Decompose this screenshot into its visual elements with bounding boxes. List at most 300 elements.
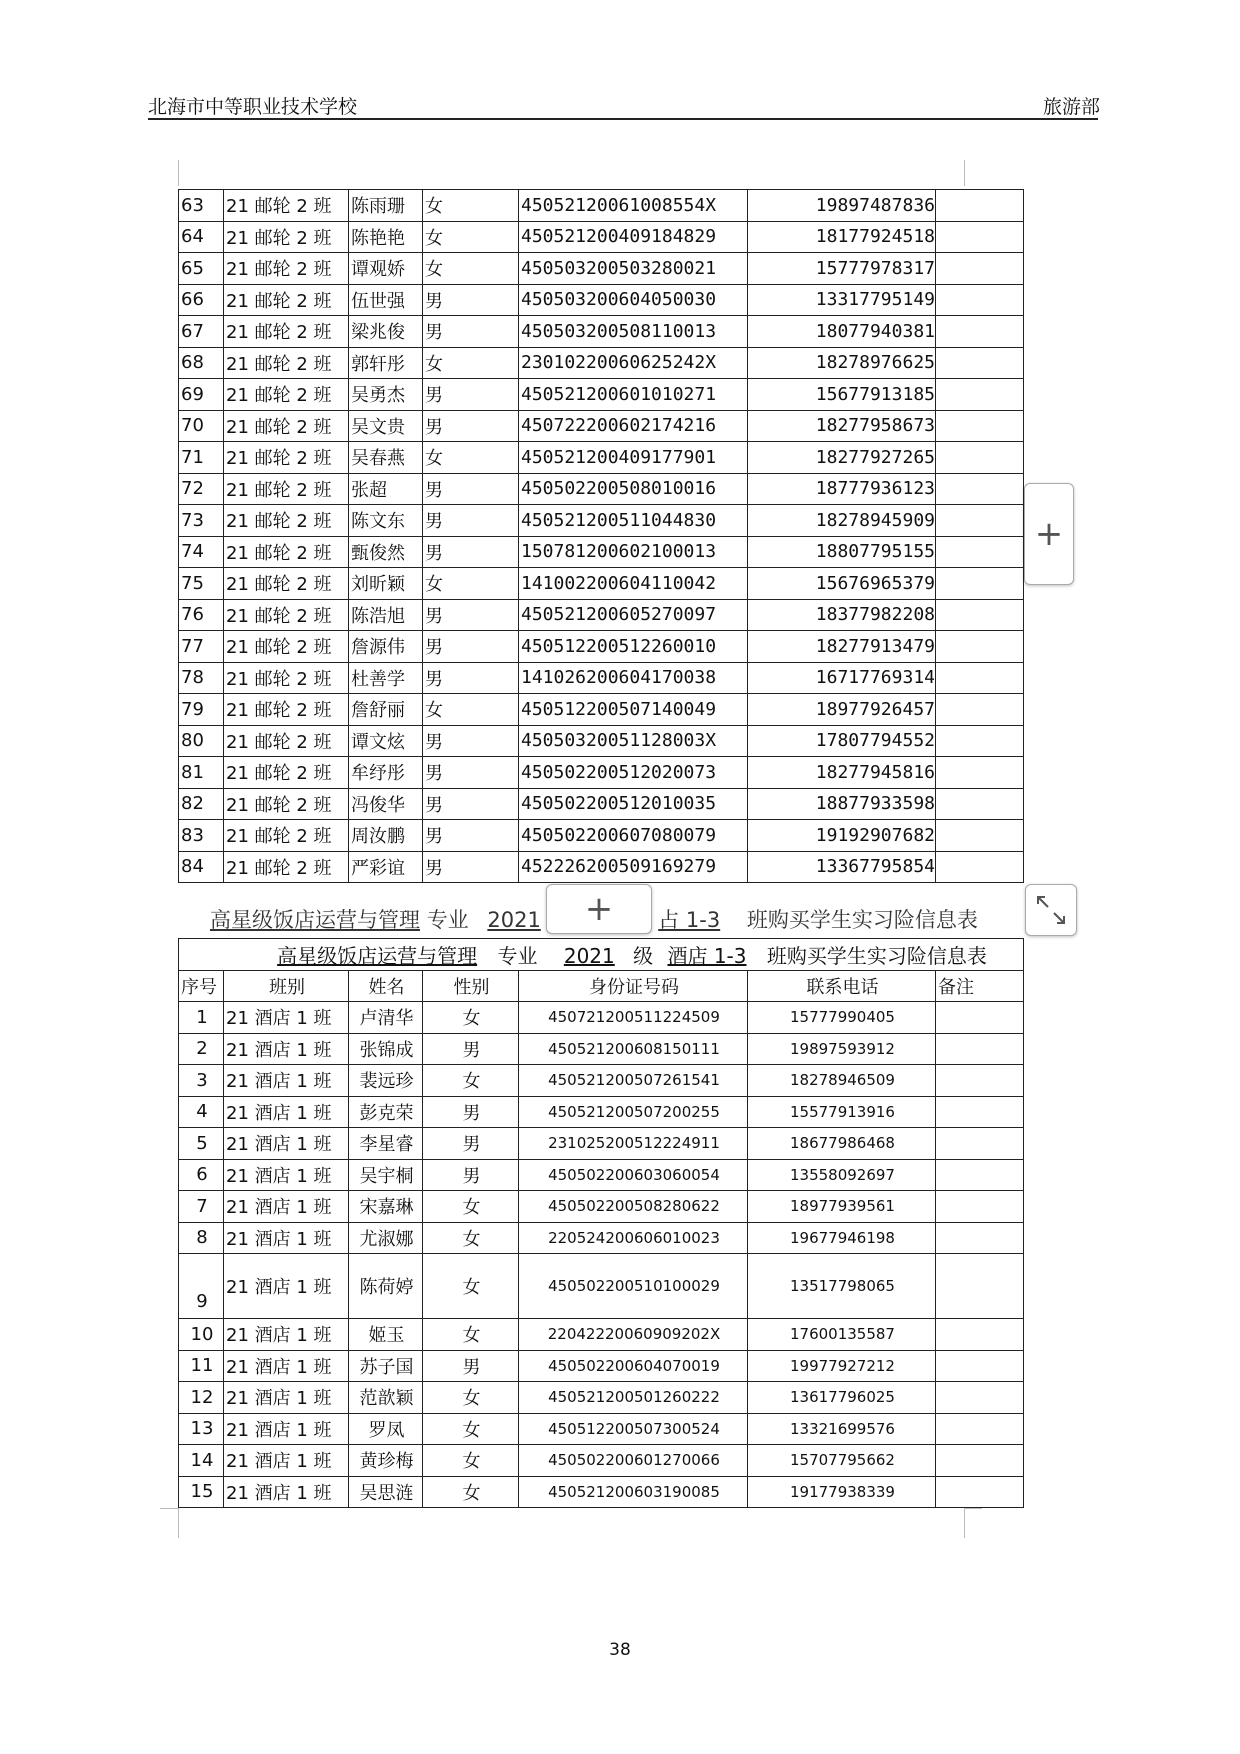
row-gender: 女 [423, 253, 519, 285]
row-gender: 男 [423, 820, 519, 852]
row-class: 21 酒店 1 班 [224, 1222, 349, 1254]
column-header: 性别 [423, 970, 519, 1002]
row-phone: 13367795854 [748, 851, 936, 883]
row-seq: 3 [179, 1065, 224, 1097]
row-phone: 18377982208 [748, 599, 936, 631]
table-row [179, 1413, 1024, 1445]
row-class: 21 酒店 1 班 [224, 1096, 349, 1128]
row-id-number: 450502200512010035 [519, 788, 748, 820]
row-name: 张锦成 [349, 1033, 423, 1065]
row-phone: 18278946509 [748, 1065, 936, 1097]
column-header: 联系电话 [748, 970, 936, 1002]
row-phone: 16717769314 [748, 662, 936, 694]
row-id-number: 231025200512224911 [519, 1128, 748, 1160]
row-class: 21 邮轮 2 班 [224, 662, 349, 694]
row-name: 吴勇杰 [349, 379, 423, 411]
crop-mark [964, 1508, 965, 1538]
row-id-number: 450521200601010271 [519, 379, 748, 411]
row-name: 姬玉 [349, 1319, 423, 1351]
table-row [179, 1002, 1024, 1034]
table-row [179, 851, 1024, 883]
row-class: 21 酒店 1 班 [224, 1350, 349, 1382]
row-name: 詹源伟 [349, 631, 423, 663]
expand-table-button[interactable] [1025, 884, 1077, 936]
row-id-number: 450521200511044830 [519, 505, 748, 537]
row-remark [936, 568, 1024, 600]
table-row [179, 1033, 1024, 1065]
plus-icon: + [584, 889, 614, 929]
row-seq: 13 [179, 1413, 224, 1445]
student-table-hotel [178, 938, 1024, 1508]
row-id-number: 450722200602174216 [519, 410, 748, 442]
row-remark [936, 253, 1024, 285]
row-class: 21 邮轮 2 班 [224, 410, 349, 442]
table-row [179, 284, 1024, 316]
row-class: 21 酒店 1 班 [224, 1159, 349, 1191]
page-number: 38 [609, 1640, 631, 1660]
row-gender: 男 [423, 1033, 519, 1065]
table-row [179, 1445, 1024, 1477]
row-phone: 18278976625 [748, 347, 936, 379]
crop-mark [178, 1508, 179, 1538]
row-class: 21 酒店 1 班 [224, 1191, 349, 1223]
row-seq: 77 [179, 631, 224, 663]
row-phone: 13317795149 [748, 284, 936, 316]
row-gender: 男 [423, 1128, 519, 1160]
row-seq: 2 [179, 1033, 224, 1065]
row-seq: 74 [179, 536, 224, 568]
row-gender: 男 [423, 1159, 519, 1191]
expand-arrows-icon [1026, 885, 1076, 935]
row-name: 李星睿 [349, 1128, 423, 1160]
row-seq: 71 [179, 442, 224, 474]
header-department: 旅游部 [1042, 96, 1100, 118]
row-remark [936, 1476, 1024, 1508]
row-phone: 19177938339 [748, 1476, 936, 1508]
row-seq: 10 [179, 1319, 224, 1351]
row-remark [936, 1096, 1024, 1128]
row-name: 尤淑娜 [349, 1222, 423, 1254]
row-name: 黄珍梅 [349, 1445, 423, 1477]
row-phone: 18277927265 [748, 442, 936, 474]
row-id-number: 450503200604050030 [519, 284, 748, 316]
row-gender: 女 [423, 347, 519, 379]
row-gender: 男 [423, 1350, 519, 1382]
ghost-major-suffix: 专业 [426, 908, 469, 932]
row-class: 21 邮轮 2 班 [224, 253, 349, 285]
row-class: 21 邮轮 2 班 [224, 568, 349, 600]
row-remark [936, 1413, 1024, 1445]
table-row [179, 694, 1024, 726]
row-remark [936, 820, 1024, 852]
row-name: 詹舒丽 [349, 694, 423, 726]
row-class: 21 酒店 1 班 [224, 1128, 349, 1160]
row-gender: 男 [423, 757, 519, 789]
row-class: 21 酒店 1 班 [224, 1445, 349, 1477]
row-remark [936, 1191, 1024, 1223]
row-gender: 男 [423, 505, 519, 537]
table-header-row [179, 970, 1024, 1002]
row-class: 21 邮轮 2 班 [224, 757, 349, 789]
row-seq: 63 [179, 190, 224, 222]
row-class: 21 邮轮 2 班 [224, 284, 349, 316]
row-name: 伍世强 [349, 284, 423, 316]
row-seq: 5 [179, 1128, 224, 1160]
row-remark [936, 1222, 1024, 1254]
row-phone: 18977939561 [748, 1191, 936, 1223]
row-id-number: 450502200510100029 [519, 1254, 748, 1319]
row-phone: 18677986468 [748, 1128, 936, 1160]
row-name: 裴远珍 [349, 1065, 423, 1097]
row-class: 21 邮轮 2 班 [224, 316, 349, 348]
row-id-number: 450521200507261541 [519, 1065, 748, 1097]
row-class: 21 酒店 1 班 [224, 1476, 349, 1508]
row-remark [936, 190, 1024, 222]
table-row [179, 725, 1024, 757]
row-name: 张超 [349, 473, 423, 505]
row-remark [936, 1350, 1024, 1382]
row-remark [936, 1382, 1024, 1414]
table-caption [179, 939, 1024, 971]
row-gender: 男 [423, 284, 519, 316]
row-id-number: 23010220060625242X [519, 347, 748, 379]
add-row-button[interactable] [546, 884, 652, 934]
row-seq: 4 [179, 1096, 224, 1128]
row-phone: 18077940381 [748, 316, 936, 348]
row-id-number: 450502200508010016 [519, 473, 748, 505]
row-seq: 72 [179, 473, 224, 505]
table-row [179, 631, 1024, 663]
table-row [179, 379, 1024, 411]
row-id-number: 450502200604070019 [519, 1350, 748, 1382]
row-seq: 6 [179, 1159, 224, 1191]
row-phone: 13558092697 [748, 1159, 936, 1191]
row-phone: 18877933598 [748, 788, 936, 820]
row-id-number: 150781200602100013 [519, 536, 748, 568]
row-phone: 19897487836 [748, 190, 936, 222]
row-gender: 女 [423, 1445, 519, 1477]
table-row [179, 757, 1024, 789]
row-name: 陈荷婷 [349, 1254, 423, 1319]
row-remark [936, 599, 1024, 631]
row-seq: 84 [179, 851, 224, 883]
table-row [179, 1350, 1024, 1382]
row-gender: 男 [423, 599, 519, 631]
row-id-number: 450503200508110013 [519, 316, 748, 348]
row-seq: 1 [179, 1002, 224, 1034]
row-phone: 18277958673 [748, 410, 936, 442]
row-remark [936, 788, 1024, 820]
row-class: 21 邮轮 2 班 [224, 536, 349, 568]
row-phone: 15577913916 [748, 1096, 936, 1128]
row-remark [936, 851, 1024, 883]
row-seq: 80 [179, 725, 224, 757]
row-phone: 15777978317 [748, 253, 936, 285]
table-row [179, 1382, 1024, 1414]
row-phone: 18777936123 [748, 473, 936, 505]
row-seq: 12 [179, 1382, 224, 1414]
row-seq: 81 [179, 757, 224, 789]
row-seq: 70 [179, 410, 224, 442]
row-remark [936, 1033, 1024, 1065]
row-id-number: 220524200606010023 [519, 1222, 748, 1254]
row-phone: 18277913479 [748, 631, 936, 663]
row-gender: 女 [423, 1319, 519, 1351]
row-phone: 18277945816 [748, 757, 936, 789]
row-name: 郭轩彤 [349, 347, 423, 379]
caption-tail: 班购买学生实习险信息表 [766, 943, 987, 968]
row-gender: 女 [423, 1413, 519, 1445]
table-row [179, 1222, 1024, 1254]
row-gender: 女 [423, 1065, 519, 1097]
add-column-button[interactable] [1024, 483, 1074, 585]
row-remark [936, 662, 1024, 694]
row-remark [936, 1002, 1024, 1034]
row-remark [936, 473, 1024, 505]
row-name: 谭观娇 [349, 253, 423, 285]
table-row [179, 1191, 1024, 1223]
row-name: 罗凤 [349, 1413, 423, 1445]
table-row [179, 1319, 1024, 1351]
row-gender: 女 [423, 1002, 519, 1034]
row-seq: 76 [179, 599, 224, 631]
row-name: 周汝鹏 [349, 820, 423, 852]
row-class: 21 邮轮 2 班 [224, 221, 349, 253]
crop-mark [178, 160, 179, 186]
row-gender: 女 [423, 1476, 519, 1508]
row-seq: 66 [179, 284, 224, 316]
row-remark [936, 1159, 1024, 1191]
row-id-number: 450502200512020073 [519, 757, 748, 789]
table-row [179, 1159, 1024, 1191]
row-phone: 15777990405 [748, 1002, 936, 1034]
row-gender: 男 [423, 851, 519, 883]
row-gender: 男 [423, 788, 519, 820]
row-gender: 女 [423, 1191, 519, 1223]
table-row [179, 662, 1024, 694]
row-class: 21 邮轮 2 班 [224, 379, 349, 411]
column-header: 姓名 [349, 970, 423, 1002]
row-id-number: 450502200508280622 [519, 1191, 748, 1223]
row-class: 21 酒店 1 班 [224, 1002, 349, 1034]
table-row [179, 347, 1024, 379]
row-phone: 13321699576 [748, 1413, 936, 1445]
row-class: 21 邮轮 2 班 [224, 851, 349, 883]
row-name: 杜善学 [349, 662, 423, 694]
table-row [179, 1128, 1024, 1160]
row-class: 21 邮轮 2 班 [224, 442, 349, 474]
caption-major: 高星级饭店运营与管理 [277, 943, 478, 968]
row-id-number: 450721200511224509 [519, 1002, 748, 1034]
row-id-number: 450521200603190085 [519, 1476, 748, 1508]
row-class: 21 酒店 1 班 [224, 1413, 349, 1445]
row-name: 刘昕颖 [349, 568, 423, 600]
row-gender: 女 [423, 221, 519, 253]
table-row [179, 1254, 1024, 1319]
crop-mark [964, 160, 965, 186]
row-id-number: 450503200503280021 [519, 253, 748, 285]
table-caption-row [179, 939, 1024, 971]
row-seq: 69 [179, 379, 224, 411]
row-gender: 男 [423, 379, 519, 411]
row-name: 陈雨珊 [349, 190, 423, 222]
row-remark [936, 1128, 1024, 1160]
row-class: 21 酒店 1 班 [224, 1033, 349, 1065]
row-gender: 男 [423, 1096, 519, 1128]
row-remark [936, 316, 1024, 348]
row-name: 严彩谊 [349, 851, 423, 883]
row-class: 21 邮轮 2 班 [224, 788, 349, 820]
row-seq: 67 [179, 316, 224, 348]
row-remark [936, 379, 1024, 411]
row-seq: 65 [179, 253, 224, 285]
table-row [179, 505, 1024, 537]
row-gender: 女 [423, 1254, 519, 1319]
row-id-number: 141002200604110042 [519, 568, 748, 600]
row-gender: 女 [423, 694, 519, 726]
column-header: 备注 [936, 970, 1024, 1002]
row-remark [936, 1319, 1024, 1351]
row-remark [936, 1254, 1024, 1319]
row-phone: 15707795662 [748, 1445, 936, 1477]
row-gender: 女 [423, 442, 519, 474]
row-phone: 19677946198 [748, 1222, 936, 1254]
row-seq: 78 [179, 662, 224, 694]
row-seq: 79 [179, 694, 224, 726]
row-id-number: 45050320051128003X [519, 725, 748, 757]
caption-grade-suffix: 级 [633, 943, 654, 968]
row-class: 21 邮轮 2 班 [224, 631, 349, 663]
row-phone: 18278945909 [748, 505, 936, 537]
row-phone: 13517798065 [748, 1254, 936, 1319]
row-id-number: 452226200509169279 [519, 851, 748, 883]
row-remark [936, 631, 1024, 663]
row-name: 陈艳艳 [349, 221, 423, 253]
table-row [179, 221, 1024, 253]
ghost-tail: 班购买学生实习险信息表 [746, 908, 978, 932]
row-phone: 18977926457 [748, 694, 936, 726]
header-school-name: 北海市中等职业技术学校 [148, 96, 358, 118]
row-gender: 男 [423, 631, 519, 663]
row-remark [936, 221, 1024, 253]
header-rule [148, 118, 1098, 120]
row-gender: 女 [423, 1222, 519, 1254]
student-table-cruise [178, 189, 1024, 883]
row-phone: 13617796025 [748, 1382, 936, 1414]
row-remark [936, 725, 1024, 757]
caption-major-suffix: 专业 [497, 943, 538, 968]
row-seq: 82 [179, 788, 224, 820]
ghost-year: 2021 [487, 908, 541, 932]
row-gender: 男 [423, 725, 519, 757]
row-gender: 男 [423, 316, 519, 348]
row-name: 卢清华 [349, 1002, 423, 1034]
row-phone: 19192907682 [748, 820, 936, 852]
row-class: 21 邮轮 2 班 [224, 599, 349, 631]
row-remark [936, 505, 1024, 537]
table-row [179, 599, 1024, 631]
row-id-number: 450521200409184829 [519, 221, 748, 253]
row-id-number: 450512200507300524 [519, 1413, 748, 1445]
crop-mark [964, 1508, 982, 1509]
ghost-major: 高星级饭店运营与管理 [210, 908, 420, 932]
table-row [179, 253, 1024, 285]
row-class: 21 邮轮 2 班 [224, 694, 349, 726]
row-remark [936, 536, 1024, 568]
row-remark [936, 410, 1024, 442]
row-remark [936, 757, 1024, 789]
row-name: 梁兆俊 [349, 316, 423, 348]
row-gender: 男 [423, 410, 519, 442]
row-class: 21 邮轮 2 班 [224, 820, 349, 852]
row-class: 21 酒店 1 班 [224, 1382, 349, 1414]
row-id-number: 141026200604170038 [519, 662, 748, 694]
row-class: 21 酒店 1 班 [224, 1319, 349, 1351]
row-seq: 14 [179, 1445, 224, 1477]
row-id-number: 450512200512260010 [519, 631, 748, 663]
row-remark [936, 284, 1024, 316]
row-name: 吴宇桐 [349, 1159, 423, 1191]
row-name: 甄俊然 [349, 536, 423, 568]
table-row [179, 1065, 1024, 1097]
row-class: 21 邮轮 2 班 [224, 347, 349, 379]
table-row [179, 788, 1024, 820]
row-phone: 18177924518 [748, 221, 936, 253]
row-phone: 15677913185 [748, 379, 936, 411]
table-row [179, 316, 1024, 348]
row-remark [936, 442, 1024, 474]
row-phone: 15676965379 [748, 568, 936, 600]
row-seq: 8 [179, 1222, 224, 1254]
table-row [179, 1476, 1024, 1508]
row-name: 吴思涟 [349, 1476, 423, 1508]
row-name: 冯俊华 [349, 788, 423, 820]
row-id-number: 450502200601270066 [519, 1445, 748, 1477]
row-id-number: 450502200607080079 [519, 820, 748, 852]
row-seq: 7 [179, 1191, 224, 1223]
caption-class: 酒店 1-3 [667, 943, 747, 968]
row-seq: 11 [179, 1350, 224, 1382]
student-table-hotel-body [179, 939, 1024, 1508]
row-name: 谭文炫 [349, 725, 423, 757]
row-id-number: 450521200409177901 [519, 442, 748, 474]
row-remark [936, 347, 1024, 379]
table-row [179, 442, 1024, 474]
row-phone: 19977927212 [748, 1350, 936, 1382]
row-remark [936, 1445, 1024, 1477]
row-name: 苏子国 [349, 1350, 423, 1382]
plus-icon: + [1034, 514, 1064, 554]
row-gender: 男 [423, 536, 519, 568]
row-seq: 68 [179, 347, 224, 379]
row-phone: 17600135587 [748, 1319, 936, 1351]
row-id-number: 450512200507140049 [519, 694, 748, 726]
table-row [179, 568, 1024, 600]
row-seq: 73 [179, 505, 224, 537]
row-seq: 9 [179, 1254, 224, 1319]
ghost-class: 占 1-3 [658, 908, 721, 932]
row-name: 陈文东 [349, 505, 423, 537]
row-name: 陈浩旭 [349, 599, 423, 631]
row-gender: 女 [423, 190, 519, 222]
row-name: 彭克荣 [349, 1096, 423, 1128]
row-id-number: 450521200605270097 [519, 599, 748, 631]
row-phone: 18807795155 [748, 536, 936, 568]
row-class: 21 酒店 1 班 [224, 1065, 349, 1097]
row-phone: 19897593912 [748, 1033, 936, 1065]
row-id-number: 45052120061008554X [519, 190, 748, 222]
row-class: 21 邮轮 2 班 [224, 725, 349, 757]
